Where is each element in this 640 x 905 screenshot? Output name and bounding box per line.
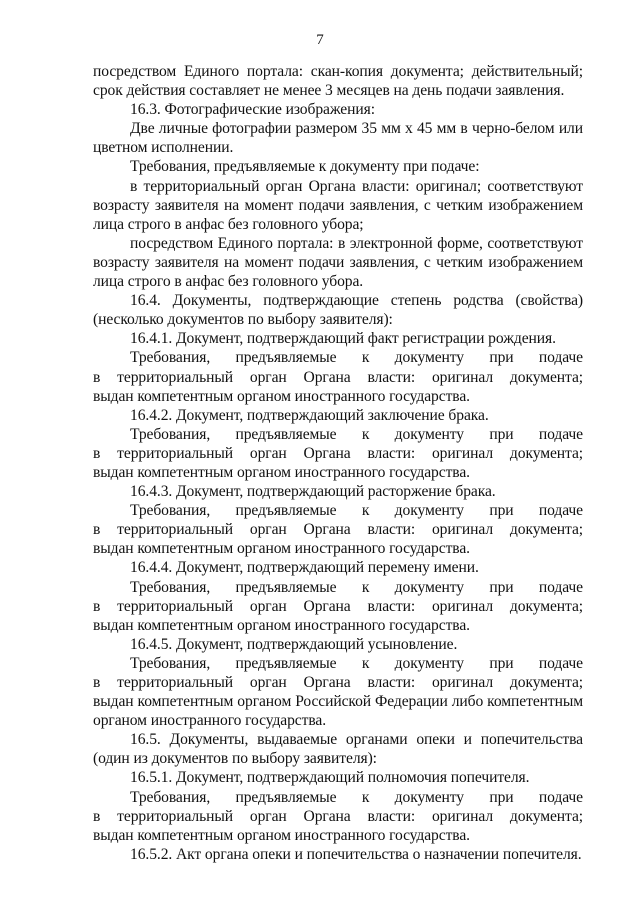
paragraph: 16.5.2. Акт органа опеки и попечительства о назначении попечителя. — [130, 845, 582, 863]
word: в — [93, 674, 101, 691]
word: документа; — [509, 674, 583, 691]
word: в — [93, 521, 101, 539]
word: документу — [394, 654, 464, 672]
requirement-line — [93, 348, 583, 367]
word: документу — [394, 578, 464, 596]
word: территориальный — [117, 807, 233, 825]
word: документу — [394, 425, 464, 443]
requirement-line: выдан компетентным органом иностранного государства. — [93, 826, 470, 844]
word: оригинал — [431, 444, 494, 462]
paragraph: посредством Единого портала: скан-копия документа; действительный; срок действия составляет не менее 3 месяцев на день подачи заявления. — [93, 63, 583, 100]
word: документа; — [509, 521, 583, 539]
word: предъявляемые — [235, 349, 337, 367]
word: документу — [394, 502, 464, 520]
paragraph: Требования, предъявляемые к документу при подаче: — [130, 158, 480, 176]
word: власти: — [367, 444, 416, 462]
word: предъявляемые — [235, 502, 337, 520]
paragraph: Две личные фотографии размером 35 мм х 45 мм в черно-белом или цветном исполнении. — [93, 120, 583, 157]
word: предъявляемые — [235, 425, 337, 443]
requirement-line — [93, 654, 583, 673]
word: подаче — [538, 425, 583, 443]
requirement-line — [93, 578, 583, 597]
word: в — [93, 597, 101, 615]
paragraph: 16.4.4. Документ, подтверждающий перемену имени. — [130, 559, 479, 577]
word: территориальный — [117, 674, 233, 691]
word: власти: — [367, 674, 416, 691]
word: к — [361, 502, 370, 520]
word: документа; — [509, 597, 583, 615]
paragraph: 16.4.5. Документ, подтверждающий усыновление. — [130, 635, 458, 653]
word: власти: — [367, 368, 416, 386]
word: Органа — [303, 444, 351, 462]
requirement-line: выдан компетентным органом иностранного государства. — [93, 463, 470, 481]
word: к — [361, 425, 370, 443]
requirement-line — [93, 444, 583, 463]
word: к — [361, 349, 370, 367]
word: в — [93, 807, 101, 825]
word: территориальный — [117, 521, 233, 539]
paragraph: 16.3. Фотографические изображения: — [130, 101, 375, 119]
word: подаче — [538, 654, 583, 672]
word: орган — [249, 521, 287, 539]
requirement-line: выдан компетентным органом иностранного государства. — [93, 540, 470, 558]
word: документу — [394, 349, 464, 367]
word: документа; — [509, 807, 583, 825]
requirement-line — [93, 425, 583, 444]
word: оригинал — [431, 597, 494, 615]
word: орган — [249, 368, 287, 386]
word: оригинал — [431, 521, 494, 539]
word: при — [489, 349, 514, 367]
requirement-line — [93, 520, 583, 539]
word: Требования, — [130, 654, 211, 672]
word: Требования, — [130, 349, 211, 367]
word: предъявляемые — [235, 654, 337, 672]
word: орган — [249, 807, 287, 825]
requirement-line: выдан компетентным органом иностранного государства. — [93, 616, 470, 634]
word: оригинал — [431, 674, 494, 691]
word: к — [361, 578, 370, 596]
word: территориальный — [117, 597, 233, 615]
word: документа; — [509, 444, 583, 462]
word: при — [489, 578, 514, 596]
paragraph: 16.4.3. Документ, подтверждающий расторжение брака. — [130, 483, 496, 501]
word: Органа — [303, 807, 351, 825]
paragraph: 16.5. Документы, выдаваемые органами опеки и попечительства (один из документов по выбору заявителя): — [93, 731, 583, 768]
document-body — [93, 62, 583, 864]
word: предъявляемые — [235, 578, 337, 596]
word: подаче — [538, 578, 583, 596]
word: оригинал — [431, 807, 494, 825]
paragraph: 16.4. Документы, подтверждающие степень родства (свойства) (несколько документов по выбору заявителя): — [93, 292, 583, 329]
requirement-line — [93, 788, 583, 807]
word: при — [489, 788, 514, 806]
requirement-line — [93, 501, 583, 520]
word: Органа — [303, 368, 351, 386]
page-number: 7 — [316, 32, 324, 48]
word: орган — [249, 444, 287, 462]
requirement-line — [93, 368, 583, 387]
word: подаче — [538, 502, 583, 520]
word: орган — [249, 674, 287, 691]
word: в — [93, 444, 101, 462]
paragraph: посредством Единого портала: в электронной форме, соответствуют возрасту заявителя на момент подачи заявления, с четким изображением лица строго в анфас без головного убора. — [93, 234, 583, 291]
word: орган — [249, 597, 287, 615]
word: подаче — [538, 349, 583, 367]
paragraph: в территориальный орган Органа власти: оригинал; соответствуют возрасту заявителя на момент подачи заявления, с четким изображением лица строго в анфас без головного убора; — [93, 177, 583, 233]
requirement-line — [93, 597, 583, 616]
word: при — [489, 502, 514, 520]
word: документа; — [509, 368, 583, 386]
word: Требования, — [130, 578, 211, 596]
requirement-line — [93, 807, 583, 826]
word: предъявляемые — [235, 788, 337, 806]
word: к — [361, 654, 370, 672]
word: Требования, — [130, 425, 211, 443]
word: власти: — [367, 597, 416, 615]
word: в — [93, 368, 101, 386]
word: власти: — [367, 807, 416, 825]
word: оригинал — [431, 368, 494, 386]
word: Органа — [303, 597, 351, 615]
word: Требования, — [130, 502, 211, 520]
word: при — [489, 425, 514, 443]
paragraph: 16.5.1. Документ, подтверждающий полномочия попечителя. — [130, 769, 530, 787]
word: Органа — [303, 521, 351, 539]
paragraph: 16.4.1. Документ, подтверждающий факт регистрации рождения. — [130, 330, 556, 348]
requirement-line: выдан компетентным органом иностранного государства. — [93, 387, 470, 405]
word: при — [489, 654, 514, 672]
word: власти: — [367, 521, 416, 539]
word: документу — [394, 788, 464, 806]
paragraph: 16.4.2. Документ, подтверждающий заключение брака. — [130, 406, 489, 424]
word: к — [361, 788, 370, 806]
word: территориальный — [117, 368, 233, 386]
word: Требования, — [130, 788, 211, 806]
requirement-line: выдан компетентным органом Российской Федерации либо компетентным органом иностранного государства. — [93, 693, 583, 730]
word: территориальный — [117, 444, 233, 462]
word: подаче — [538, 788, 583, 806]
requirement-line — [93, 673, 583, 692]
word: Органа — [303, 674, 351, 691]
